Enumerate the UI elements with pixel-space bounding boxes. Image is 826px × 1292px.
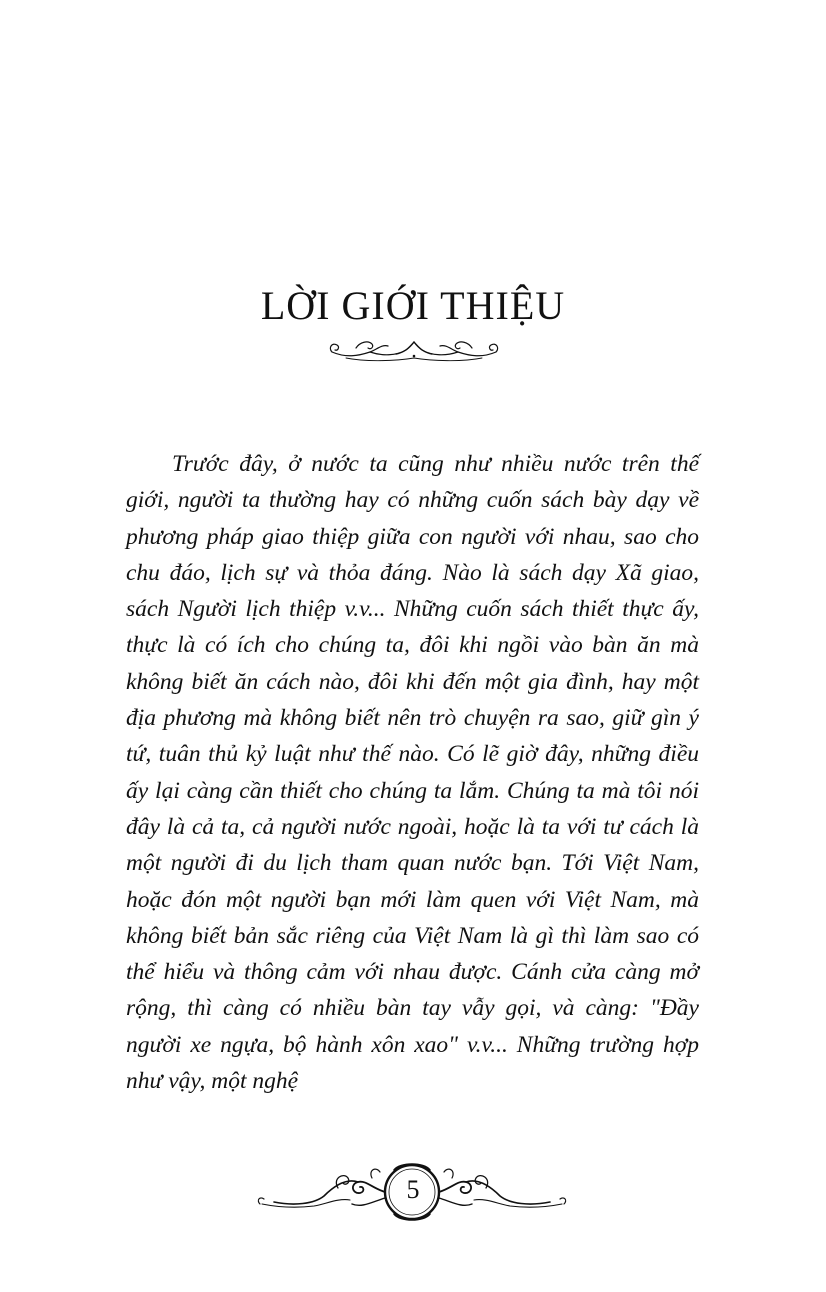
page-number: 5 bbox=[406, 1175, 420, 1204]
body-paragraph: Trước đây, ở nước ta cũng như nhiều nước trên thế giới, người ta thường hay có những cuốn sách bày dạy về phương pháp giao thiệp giữa con người với nhau, sao cho chu đáo, lịch sự và thỏa đáng. Nào là sách dạy Xã giao, sách Người lịch thiệp v.v... Những cuốn sách thiết thực ấy, thực là có ích cho chúng ta, đôi khi ngồi vào bàn ăn mà không biết ăn cách nào, đôi khi đến một gia đình, hay một địa phương mà không biết nên trò chuyện ra sao, giữ gìn ý tứ, tuân thủ kỷ luật như thế nào. Có lẽ giờ đây, những điều ấy lại càng cần thiết cho chúng ta lắm. Chúng ta mà tôi nói đây là cả ta, cả người nước ngoài, hoặc là ta với tư cách là một người đi du lịch tham quan nước bạn. Tới Việt Nam, hoặc đón một người bạn mới làm quen với Việt Nam, mà không biết bản sắc riêng của Việt Nam là gì thì làm sao có thể hiểu và thông cảm với nhau được. Cánh cửa càng mở rộng, thì càng có nhiều bàn tay vẫy gọi, và càng: "Đầy người xe ngựa, bộ hành xôn xao" v.v... Những trường hợp như vậy, một nghệ bbox=[126, 451, 699, 1095]
scroll-flourish-icon bbox=[326, 334, 502, 364]
page-title: LỜI GIỚI THIỆU bbox=[260, 283, 566, 328]
